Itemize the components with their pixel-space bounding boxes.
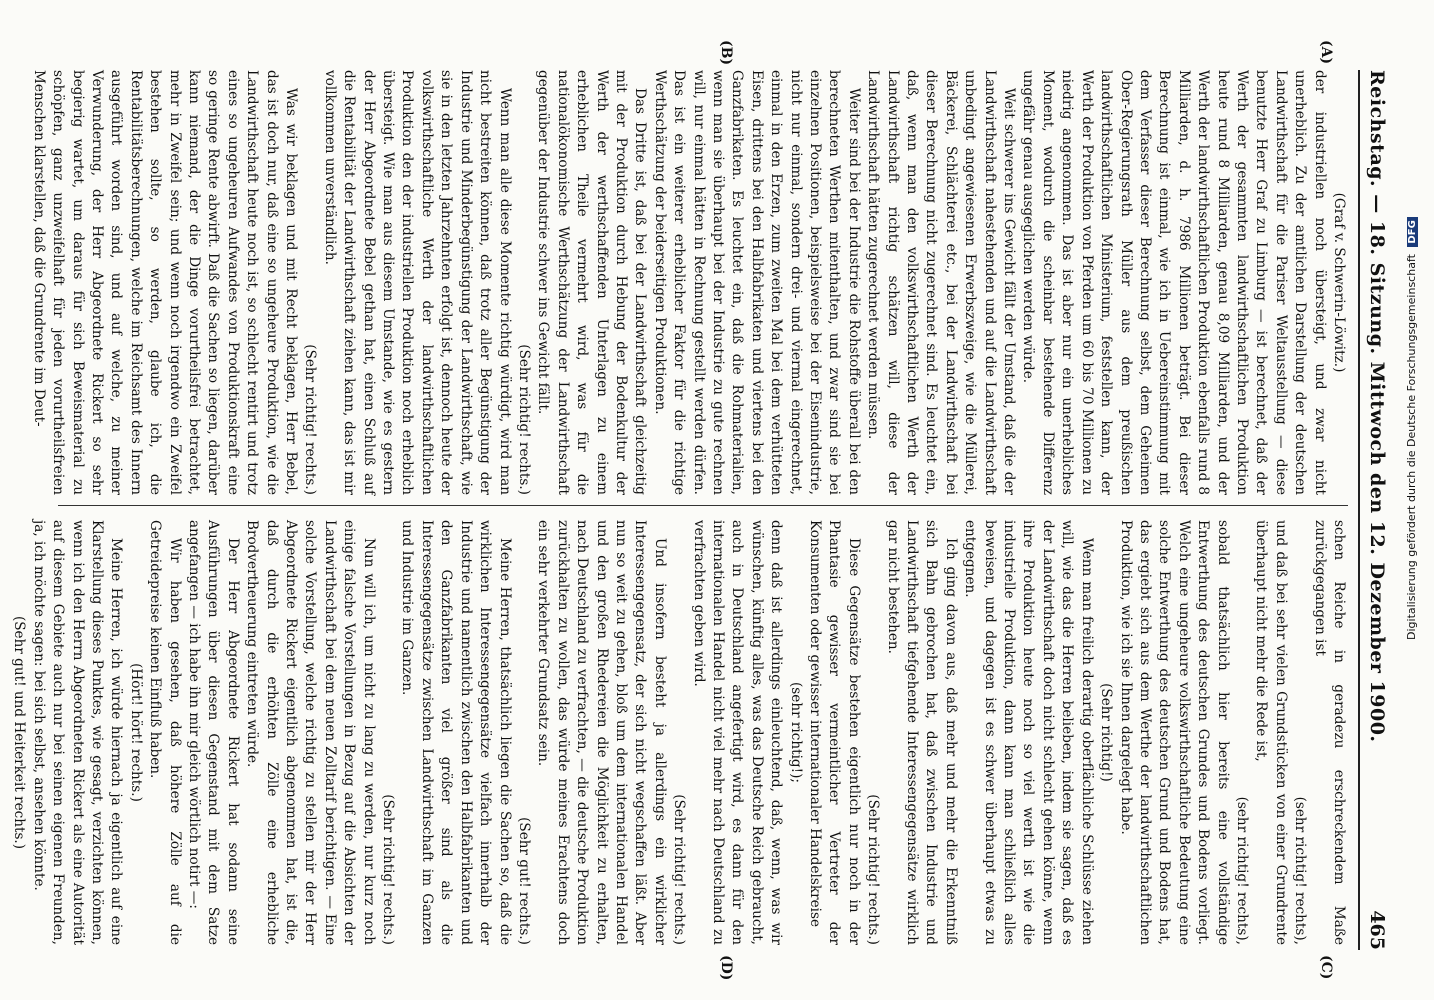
speaker-label: (Graf v. Schwerin-Löwitz.) [1331, 192, 1347, 373]
interjection: (Sehr richtig! rechts.) [671, 794, 688, 945]
paragraph: Was wir beklagen und mit Recht beklagen, Herr Bebel, das ist doch nur, daß eine so ungeheure Produktion, wie die Landwirthschaft heute noch ist, so schlecht rentirt und trotz eines so ungeheuren Aufwandes von Produktionskraft eine so geringe Rente abwirft. Daß die Sachen so liegen, darüber kann niemand, der die Dinge vorurtheilsfrei betrachtet, mehr in Zweifel sein; und wenn noch irgendwo ein Zweifel bestehen sollte, so werden, glaube ich, die Rentabilitätsberechnungen, welche im Reichsamt des Innern ausgeführt worden sind, und auf welche, zu meiner Verwunderung, der Herr Abgeordnete Rickert so sehr begierig wartet, um daraus für sich Beweismaterial zu schöpfen, ganz unzweifelhaft für jeden vorurtheilsfreien Menschen klarstellen, daß die Grundrente im Deut- [30, 70, 300, 495]
paragraph: Diese Gegensätze bestehen eigentlich nur noch in der Phantasie gewisser vermeintlicher Vertreter der Konsumenten oder gewisser internationaler Handelskreise [807, 520, 862, 945]
interjection: (Hört! hört! rechts.) [127, 663, 144, 802]
paragraph: Weiter sind bei der Industrie die Rohstoffe überall bei den berechneten Werthen mitenthalten, und zwar sind sie bei einzelnen Positionen, beispielsweise bei der Eisenindustrie, nicht nur einmal, sondern drei- und viermal eingerechnet, einmal in den Erzen, zum zweiten Mal bei dem verhütteten Eisen, drittens bei den Halbfabrikaten und viertens bei den Ganzfabrikaten. Es leuchtet ein, daß die Rohmaterialien, wenn man sie überhaupt bei der Industrie zu gute rechnen will, nur einmal hätten in Rechnung gestellt werden dürfen. Das ist ein weiterer erheblicher Faktor für die richtige Werthschätzung der beiderseitigen Produktionen. [651, 70, 862, 495]
interjection: (Sehr richtig!) [1098, 683, 1115, 782]
interjection: (Sehr richtig! rechts.) [380, 794, 397, 945]
margin-mark-d: (D) [718, 955, 734, 981]
page-header [1358, 70, 1394, 950]
paragraph: Das Dritte ist, daß bei der Landwirthschaft gleichzeitig mit der Produktion durch Hebung der Bodenkultur der Werth der werthschaffenden Unterlagen zu einem erheblichen Theile vermehrt wird, was für die nationalökonomische Werthschätzung der Landwirthschaft gegenüber der Industrie schwer ins Gewicht fällt. [535, 70, 649, 495]
paragraph: Wenn man alle diese Momente richtig würdigt, wird man nicht bestreiten können, daß trotz aller Begünstigung der Industrie und Minderbegünstigung der Landwirthschaft, wie sie in den letzten Jahrzehnten erfolgt ist, dennoch heute der volkswirthschaftliche Werth der landwirthschaftlichen Produktion den der industriellen Produktion noch erheblich übersteigt. Wie man aus diesem Umstande, wie es gestern der Herr Abgeordnete Bebel gethan hat, einen Schluß auf die Rentabilität der Landwirthschaft ziehen kann, das ist mir vollkommen unverständlich. [321, 70, 513, 495]
paragraph: Meine Herren, thatsächlich liegen die Sachen so, daß die wirklichen Interessengegensätze vielfach innerhalb der Industrie und namentlich zwischen den Halbfabrikanten und den Ganzfabrikanten viel größer sind als die Interessengegensätze zwischen Landwirthschaft im Ganzen und Industrie im Ganzen. [399, 520, 513, 945]
paragraph: Ich ging davon aus, daß mehr und mehr die Erkenntniß sich Bahn gebrochen hat, daß zwischen Industrie und Landwirthschaft tiefgehende Interessengegensätze wirklich gar nicht bestehen. [884, 520, 959, 945]
interjection: (sehr richtig! rechts), [1233, 796, 1250, 945]
paragraph: Nun will ich, um nicht zu lang zu werden, nur kurz noch einige falsche Vorstellungen in Bezug auf die Absichten der Landwirthschaft bei dem neuen Zolltarif berichtigen. — Eine solche Vorstellung, welche richtig zu stellen mir der Herr Abgeordnete Rickert eigentlich abgenommen hat, ist die, daß durch die erhöhten Zölle eine erhebliche Brodvertheuerung eintreten würde. [244, 520, 377, 945]
paragraph: denn daß ist allerdings einleuchtend, daß, wenn, was wir wünschen, künftig alles, was das Deutsche Reich gebraucht, auch in Deutschland angefertigt wird, es dann für den internationalen Handel nicht viel mehr nach Deutschland zu verfrachten geben wird. [690, 520, 785, 945]
margin-mark-b: (B) [718, 40, 734, 66]
paragraph: Meine Herren, ich würde hiernach ja eigentlich auf eine Klarstellung dieses Punktes, wie gesagt, verzichten können, wenn ich den Herrn Abgeordneten Rickert als eine Autorität auf diesem Gebiete auch nur bei seinen eigenen Freunden, ja, ich möchte sagen: bei sich selbst, ansehen könnte. [30, 520, 125, 945]
paragraph: Und insofern besteht ja allerdings ein wirklicher Interessengegensatz, der sich nicht wegschaffen läßt. Aber nun so weit zu gehen, bloß um dem internationalen Handel und den großen Rhedereien die Möglichkeit zu erhalten, nach Deutschland zu verfrachten, — die deutsche Produktion zurückhalten zu wollen, das würde meines Erachtens doch ein sehr verkehrter Grundsatz sein. [535, 520, 668, 945]
quotation: Wir haben gesehen, daß höhere Zölle auf die Getreidepreise keinen Einfluß haben. [147, 520, 183, 945]
digitization-note: Digitalisierung gefördert durch die Deutsche Forschungsgemeinschaft [1405, 254, 1418, 640]
interjection: (Sehr gut! rechts.) [515, 817, 532, 945]
paragraph: Wenn man freilich derartig oberflächliche Schlüsse ziehen will, wie das die Herren belieben, indem sie sagen, daß es der Landwirthschaft doch nicht schlecht gehen könne, wenn ihre Produktion heute noch so viel werth ist wie die industrielle Produktion, dann kann man schließlich alles beweisen, und dagegen ist es schwer überhaupt etwas zu entgegnen. [962, 520, 1095, 945]
dfg-logo-icon: DFG [1407, 217, 1418, 246]
interjection: (sehr richtig! rechts), [1292, 796, 1309, 945]
page-number: 465 [1366, 910, 1388, 950]
interjection: (Sehr richtig! rechts.) [515, 344, 532, 495]
interjection: (Sehr gut! und Heiterkeit rechts.) [11, 615, 28, 850]
header-title: Reichstag. — 18. Sitzung. Mittwoch den 12. Dezember 1900. [1366, 70, 1388, 743]
column-divider [58, 505, 1348, 506]
margin-mark-c: (C) [1318, 955, 1334, 980]
interjection: (Sehr richtig! rechts.) [865, 794, 882, 945]
right-column [11, 520, 1348, 945]
paragraph: Weit schwerer ins Gewicht fällt der Umstand, daß die der Landwirthschaft nahestehenden und auf die Landwirthschaft unbedingt angewiesenen Erwerbszweige, wie die Müllerei, Bäckerei, Schlächterei etc., bei der Landwirthschaft bei dieser Berechnung nicht zugerechnet sind. Es leuchtet ein, daß, wenn man den volkswirthschaftlichen Werth der Landwirthschaft richtig schätzen will, diese der Landwirthschaft hätten zugerechnet werden müssen. [865, 70, 1018, 495]
paragraph: der industriellen noch übersteigt, und zwar nicht unerheblich. Zu der amtlichen Darstellung der deutschen Landwirthschaft für die Pariser Weltausstellung — diese benutzte Herr Graf zu Limburg — ist berechnet, daß der Werth der gesammten landwirthschaftlichen Produktion heute rund 8 Milliarden, genau 8,09 Milliarden, und der Werth der landwirthschaftlichen Produktion ebenfalls rund 8 Milliarden, d. h. 7986 Millionen beträgt. Bei dieser Berechnung ist einmal, wie ich in Uebereinstimmung mit dem Verfasser dieser Berechnung selbst, dem Geheimen Ober-Regierungsrath Müller aus dem preußischen landwirthschaftlichen Ministerium, feststellen kann, der Werth der Produktion von Pferden um 60 bis 70 Millionen zu niedrig angenommen. Das ist aber nur ein unerhebliches Moment, wodurch die scheinbar bestehende Differenz ungefähr genau ausgeglichen werden würde. [1020, 70, 1328, 495]
digitization-credit [1405, 220, 1423, 640]
interjection: (sehr richtig!); [787, 682, 804, 783]
paragraph: Der Herr Abgeordnete Rickert hat sodann seine Ausführungen über diesen Gegenstand mit dem Satze angefangen — ich habe ihn mir gleich wörtlich notirt —: [186, 520, 241, 945]
paragraph: schen Reiche in geradezu erschreckendem Maße zurückgegangen ist [1311, 520, 1347, 945]
paragraph: sobald thatsächlich hier bereits eine vollständige Entwerthung des deutschen Grundes und Bodens vorliegt. Welch eine ungeheure volkswirthschaftliche Bedeutung eine solche Entwerthung des deutschen Grund und Bodens hat, das ergiebt sich aus dem Werthe der landwirthschaftlichen Produktion, wie ich sie Ihnen dargelegt habe. [1117, 520, 1231, 945]
left-column [30, 70, 1348, 495]
margin-mark-a: (A) [1318, 40, 1334, 65]
paragraph: und daß bei sehr vielen Grundstücken von einer Grundrente überhaupt nicht mehr die Rede ist, [1253, 520, 1289, 945]
interjection: (Sehr richtig! rechts.) [302, 344, 319, 495]
